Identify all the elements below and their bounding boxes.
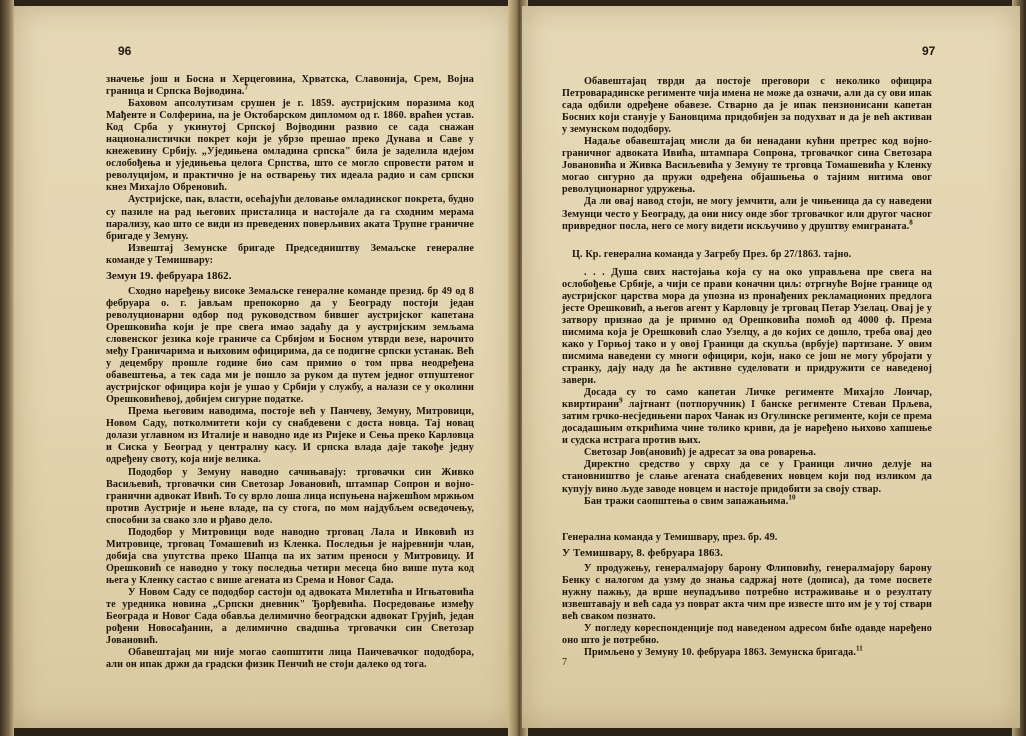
signature-mark: 7	[562, 657, 567, 668]
footnote-ref: 9	[619, 396, 623, 405]
paragraph: Пододбор у Земуну наводно сачињавају: трговачки син Живко Васиљевић, трговачки син Светозар Јовановић, штампар Сопрон и војно-гранични адвокат Ивић. То су врло лоша лица испуњена најжешћом мржњом против Аустрије и њене владе, па су стога, по мом најдубљем осведочењу, способни за свако зло и рђаво дело.	[106, 466, 474, 526]
paragraph: значење још и Босна и Херцеговина, Хрватска, Славонија, Срем, Војна граница и Српска Војводина.$^7$	[106, 74, 474, 98]
paragraph: Извештај Земунске бригаде Председништву Земаљске генералне команде у Темишвару:	[106, 242, 474, 266]
page-number-right: 97	[922, 44, 936, 58]
paragraph: У продужењу, генералмајору барону Флиповићу, генералмајору барону Бенку с налогом да узму до знања садржај ноте (дописа), да томе посвете нужну пажњу, да врше неупадљиво потребно истраживање и о резултату извештавају и већ сада уз поврат акта чим пре известе што им је у тој ствари већ сваком познато.	[562, 562, 932, 622]
document-heading: Генерална команда у Темишвару, през. бр. 49.	[562, 531, 778, 543]
footnote-ref: 11	[856, 644, 863, 653]
right-page	[522, 6, 1020, 728]
paragraph: Досада су то само капетан Личке регименте Михајло Лончар, квиртирани$^9$ лајтнант (потпоручник) I банске регименте Стеван Прљева, затим грчко-несједињени парох Чанак из Огулинске регименте, који се према досадашњим открићима чине толико криви, да је наређено њихово хапшење и судска истрага против њих.	[562, 387, 932, 447]
footnote-ref: 10	[788, 493, 796, 502]
paragraph: Да ли овај навод стоји, не могу јемчити, али је чињеница да су наведени Земунци често у Београду, да они нису онде због трговачког или другог часног привредног посла, него се могу видети искључиво у друштву емиграната.$^8$	[562, 196, 932, 232]
document-date: У Темишвару, 8. фебруара 1863.	[562, 546, 723, 559]
paragraph: Обавештајац тврди да постоје преговори с неколико официра Петроварадинске регименте чија имена не може да означи, али да су ови ипак сада одбили одређене обавезе. Стварно да је ипак пензионисани капетан Босних који станује у Бановцима придобијен за подухват и да је већ активан у земунском пододбору.	[562, 76, 932, 136]
paragraph: У Новом Саду се пододбор састоји од адвоката Милетића и Игњатовића те уредника новина „Српски дневник" Ђорђевића. Посредовање између Београда и Новог Сада обавља делимично београдски адвокат Грујић, један рођени Новосађанин, а делимично свадшња трговачки син Светозар Јовановић.	[106, 586, 474, 647]
paragraph: Према његовим наводима, постоје већ у Панчеву, Земуну, Митровици, Новом Саду, потколмитети који су снабдевени с доста новца. Тај новац долази углавном из Италије и наводно иде из Ријеке и Сења преко Карловца и Сиска у Београд у централну касу. И српска влада даје такође једну одређену своту, која није велика.	[106, 406, 474, 466]
footnote-ref: 8	[909, 218, 913, 227]
spacer	[562, 508, 932, 532]
document-heading: Ц. Кр. генерална команда у Загребу През. бр 27/1863. тајно.	[572, 248, 852, 260]
paragraph: Аустријске, пак, власти, осећајући деловање омладинског покрета, будно су пазиле на рад његових присталица и настојале да га сходним мерама парализу, као што се види из преведених поверљивих аката Трупне граничне бригаде у Земуну.	[106, 194, 474, 242]
paragraph: Надаље обавештајац мисли да би ненадани кућни претрес код војно-граничног адвоката Ивића, штампара Сопрона, трговачког сина Светозара Јовановића и Живка Васиљевића у Земуну те трговца Томашевића у Кленку могао сигурно да пружи одређена објашњења о тајним нитима овог револуционарног удружења.	[562, 136, 932, 196]
spacer	[562, 233, 932, 249]
paragraph: Обавештајац ми није могао саопштити лица Панчевачког пододбора, али он ипак држи да градски физик Пенчић не стоји далеко од тога.	[106, 647, 474, 671]
paragraph: Директно средство у сврху да се у Граници лично делује на становништво је слање агената снабдевених новцем који под изликом да купују вино људе заводе новцем и настоје придобити за своју ствар.	[562, 459, 932, 495]
document-date: Земун 19. фебруара 1862.	[106, 269, 232, 282]
paragraph: Пододбор у Митровици воде наводно трговац Лала и Ивковић из Митровице, трговац Томашевић из Кленка. Последњи је најревнији члан, добија сва упутства преко Шапца па их затим преноси у Митровицу. И Орешковић се наводно у току последња четири месеца био више пута код њега у Кленку састао с више агената из Срема и Новог Сада.	[106, 526, 474, 586]
paragraph: Светозар Јов(ановић) је адресат за ова роварења.	[584, 447, 816, 459]
left-page	[14, 6, 514, 728]
paragraph: У погледу кореспонденције под наведеном адресом биће одавде наређено оно што је потребно.	[562, 622, 932, 646]
paragraph: Сходно наређењу високе Земаљске генералне команде презид. бр 49 од 8 фебруара о. г. јављам препокорно да у Београду постоји један револуционарни одбор под руководством бившег аустријског капетана Орешковића који је пре свега имао задаћу да у аустријским земљама словенског језика које граниче са Србијом и Босном утврди везе, нарочито међу Граничарима и њиховим официрима, да се подигне српски устанак. Већ у децембру прошле године био сам примио о том прва неодређена обавештења, а тек сада ми је пошло за руком да путем једног отпуштеног аустријског официра који је ушао у Србији у службу, а налази се у околини Орешковићевој, добијем сигурне податке.	[106, 285, 474, 406]
paragraph: Баховом апсолутизам срушен је г. 1859. аустријским поразима код Мађенте и Солферина, па је Октобарском дипломом од г. 1860. враћен устав. Код Срба у укинутој Српској Војводини развио се сада снажан националистички покрет који је убрзо прешао преко Дунава и Саве у кнежевину Србију. „Уједињена омладина српска" била је заделила идејом ослобођења и уједињења целога Српства, што се могло спровести ратом и револуцијом, и практично је на остварењу тих идеала радио и сам српски кнез Михајло Обреновић.	[106, 98, 474, 194]
paragraph: Бан тражи саопштења о свим запажањима.$^{10}$	[584, 493, 796, 507]
page-number-left: 96	[118, 44, 132, 58]
paragraph: . . . Душа свих настојања која су на око управљена пре свега на ослобођење Србије, а чији се прави коначни циљ: отргнуће Војне границе од аустријског царства мора да упозна из пронађених рекламационих предлога јесте Орешковић, а његов агент у Карловцу је трговац Петар Узелац. Овај је у затвору признао да је примио од Орешковића помоћ од 4000 ф. Према писмима која је Орешковић слао Узелцу, а до којих се дошло, треба овај део како у Горњој тако и у овој Граници да скупља (врбује) партизане. У овим писмима наведени су многи официри, који, нако се још не могу убројати у странку, дају наду да ће активно суделовати и придружити се наведеној завери.	[562, 266, 932, 387]
footnote-ref: 7	[244, 83, 249, 92]
left-page-text	[106, 74, 474, 671]
book-edge-left	[0, 0, 14, 736]
paragraph: Примљено у Земуну 10. фебруара 1863. Земунска бригада.$^{11}$	[584, 644, 863, 659]
right-page-text	[562, 76, 932, 659]
